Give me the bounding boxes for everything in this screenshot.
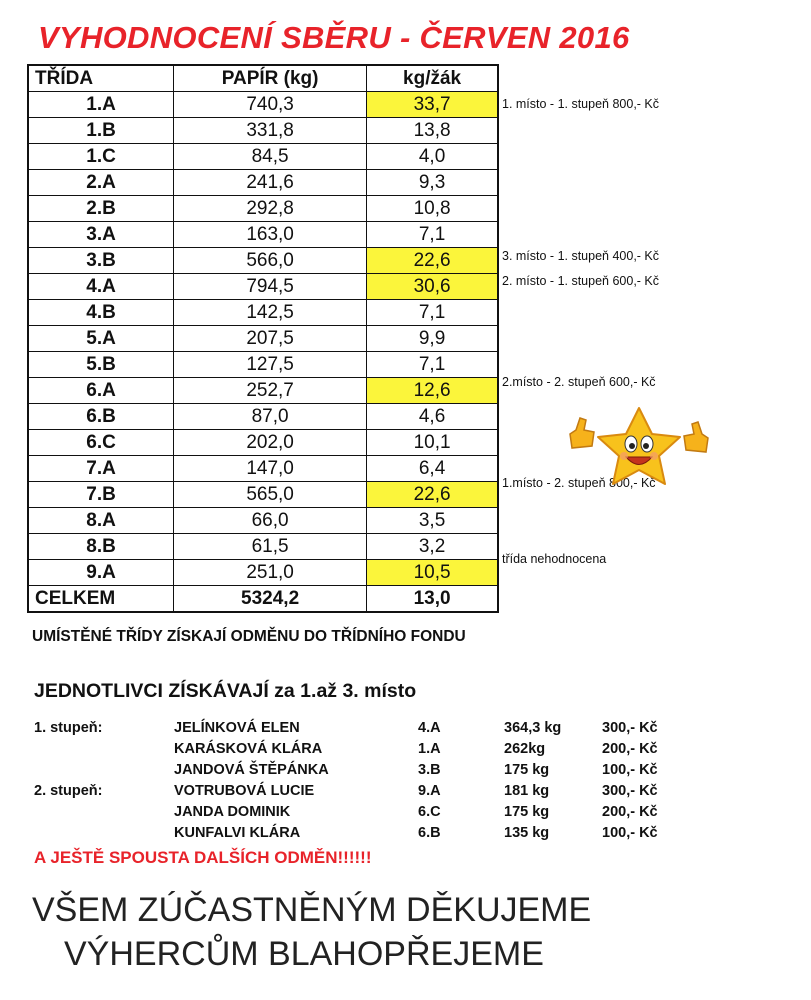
winner-kg: 135 kg: [504, 825, 550, 841]
paper-cell: 241,6: [174, 170, 367, 196]
thanks-line-1: VŠEM ZÚČASTNĚNÝM DĚKUJEME: [32, 891, 592, 929]
kg-per-pupil-cell: 12,6: [367, 378, 498, 404]
thumbs-up-icon: [570, 418, 594, 448]
class-cell: 7.A: [28, 456, 174, 482]
paper-cell: 292,8: [174, 196, 367, 222]
paper-cell: 252,7: [174, 378, 367, 404]
winner-name: JANDOVÁ ŠTĚPÁNKA: [174, 762, 329, 778]
table-row: [28, 118, 498, 144]
winner-prize: 100,- Kč: [602, 762, 658, 778]
table-row: [28, 508, 498, 534]
class-cell: 5.B: [28, 352, 174, 378]
winner-prize: 200,- Kč: [602, 804, 658, 820]
paper-cell: 142,5: [174, 300, 367, 326]
class-cell: 3.A: [28, 222, 174, 248]
winner-name: KUNFALVI KLÁRA: [174, 825, 301, 841]
winner-name: JELÍNKOVÁ ELEN: [174, 720, 300, 736]
collection-table: [27, 64, 499, 613]
class-cell: 5.A: [28, 326, 174, 352]
winner-kg: 181 kg: [504, 783, 550, 799]
class-cell: 6.C: [28, 430, 174, 456]
prize-note: třída nehodnocena: [502, 552, 607, 567]
class-cell: 2.A: [28, 170, 174, 196]
class-cell: 3.B: [28, 248, 174, 274]
table-row: [28, 92, 498, 118]
table-row: [28, 222, 498, 248]
class-cell: 4.A: [28, 274, 174, 300]
class-cell: 2.B: [28, 196, 174, 222]
kg-per-pupil-cell: 10,1: [367, 430, 498, 456]
paper-cell: 794,5: [174, 274, 367, 300]
total-cell: 13,0: [367, 586, 498, 613]
paper-cell: 207,5: [174, 326, 367, 352]
paper-cell: 566,0: [174, 248, 367, 274]
paper-cell: 163,0: [174, 222, 367, 248]
winner-prize: 300,- Kč: [602, 720, 658, 736]
total-row: [28, 586, 498, 613]
kg-per-pupil-cell: 4,0: [367, 144, 498, 170]
table-row: [28, 248, 498, 274]
kg-per-pupil-cell: 6,4: [367, 456, 498, 482]
kg-per-pupil-cell: 10,8: [367, 196, 498, 222]
class-cell: 1.C: [28, 144, 174, 170]
class-cell: 6.B: [28, 404, 174, 430]
individuals-title: JEDNOTLIVCI ZÍSKÁVAJÍ za 1.až 3. místo: [34, 680, 417, 702]
winner-kg: 175 kg: [504, 804, 550, 820]
paper-cell: 331,8: [174, 118, 367, 144]
winner-prize: 200,- Kč: [602, 741, 658, 757]
table-row: [28, 170, 498, 196]
thanks-block: [32, 888, 591, 976]
kg-per-pupil-cell: 30,6: [367, 274, 498, 300]
table-row: [28, 560, 498, 586]
winner-name: JANDA DOMINIK: [174, 804, 291, 820]
column-header: kg/žák: [367, 65, 498, 92]
paper-cell: 66,0: [174, 508, 367, 534]
class-cell: 7.B: [28, 482, 174, 508]
winner-kg: 175 kg: [504, 762, 550, 778]
table-row: [28, 404, 498, 430]
winner-class: 6.B: [418, 825, 441, 841]
paper-cell: 127,5: [174, 352, 367, 378]
paper-cell: 61,5: [174, 534, 367, 560]
table-row: [28, 430, 498, 456]
winner-class: 1.A: [418, 741, 441, 757]
kg-per-pupil-cell: 9,9: [367, 326, 498, 352]
table-row: [28, 378, 498, 404]
class-prize-note: UMÍSTĚNÉ TŘÍDY ZÍSKAJÍ ODMĚNU DO TŘÍDNÍHO FONDU: [32, 628, 466, 645]
winner-name: KARÁSKOVÁ KLÁRA: [174, 741, 323, 757]
winner-prize: 100,- Kč: [602, 825, 658, 841]
more-prizes-text: A JEŠTĚ SPOUSTA DALŠÍCH ODMĚN!!!!!!: [34, 848, 372, 867]
total-cell: 5324,2: [174, 586, 367, 613]
prize-note: 2.místo - 2. stupeň 600,- Kč: [502, 375, 656, 390]
table-row: [28, 144, 498, 170]
winner-kg: 262kg: [504, 741, 546, 757]
class-cell: 8.A: [28, 508, 174, 534]
level-label: 2. stupeň:: [34, 783, 103, 799]
kg-per-pupil-cell: 3,5: [367, 508, 498, 534]
winner-class: 6.C: [418, 804, 441, 820]
table-row: [28, 300, 498, 326]
winner-kg: 364,3 kg: [504, 720, 562, 736]
table-row: [28, 534, 498, 560]
kg-per-pupil-cell: 7,1: [367, 352, 498, 378]
kg-per-pupil-cell: 13,8: [367, 118, 498, 144]
table-row: [28, 326, 498, 352]
prize-note: 2. místo - 1. stupeň 600,- Kč: [502, 273, 660, 288]
kg-per-pupil-cell: 4,6: [367, 404, 498, 430]
total-cell: CELKEM: [28, 586, 174, 613]
table-row: [28, 456, 498, 482]
paper-cell: 740,3: [174, 92, 367, 118]
paper-cell: 147,0: [174, 456, 367, 482]
class-cell: 6.A: [28, 378, 174, 404]
table-row: [28, 274, 498, 300]
paper-cell: 84,5: [174, 144, 367, 170]
paper-cell: 87,0: [174, 404, 367, 430]
paper-cell: 565,0: [174, 482, 367, 508]
level-label: 1. stupeň:: [34, 720, 103, 736]
paper-cell: 202,0: [174, 430, 367, 456]
column-header: TŘÍDA: [28, 65, 174, 92]
winner-name: VOTRUBOVÁ LUCIE: [174, 783, 315, 799]
page-title: VYHODNOCENÍ SBĚRU - ČERVEN 2016: [38, 20, 630, 55]
column-header: PAPÍR (kg): [174, 65, 367, 92]
class-cell: 9.A: [28, 560, 174, 586]
kg-per-pupil-cell: 3,2: [367, 534, 498, 560]
paper-cell: 251,0: [174, 560, 367, 586]
kg-per-pupil-cell: 22,6: [367, 248, 498, 274]
winner-class: 4.A: [418, 720, 441, 736]
class-cell: 4.B: [28, 300, 174, 326]
kg-per-pupil-cell: 10,5: [367, 560, 498, 586]
kg-per-pupil-cell: 22,6: [367, 482, 498, 508]
prize-note: 1. místo - 1. stupeň 800,- Kč: [502, 96, 660, 111]
thanks-line-2: VÝHERCŮM BLAHOPŘEJEME: [64, 935, 544, 973]
kg-per-pupil-cell: 9,3: [367, 170, 498, 196]
class-cell: 1.B: [28, 118, 174, 144]
thumbs-up-icon: [684, 422, 708, 452]
winner-prize: 300,- Kč: [602, 783, 658, 799]
kg-per-pupil-cell: 7,1: [367, 300, 498, 326]
table-header-row: [28, 65, 498, 92]
winner-class: 9.A: [418, 783, 441, 799]
kg-per-pupil-cell: 7,1: [367, 222, 498, 248]
kg-per-pupil-cell: 33,7: [367, 92, 498, 118]
table-row: [28, 352, 498, 378]
table-row: [28, 482, 498, 508]
smiling-star-icon: [564, 404, 714, 494]
prize-note: 1.místo - 2. stupeň 800,- Kč: [502, 476, 656, 491]
winner-class: 3.B: [418, 762, 441, 778]
class-cell: 1.A: [28, 92, 174, 118]
class-cell: 8.B: [28, 534, 174, 560]
table-row: [28, 196, 498, 222]
prize-note: 3. místo - 1. stupeň 400,- Kč: [502, 248, 660, 263]
